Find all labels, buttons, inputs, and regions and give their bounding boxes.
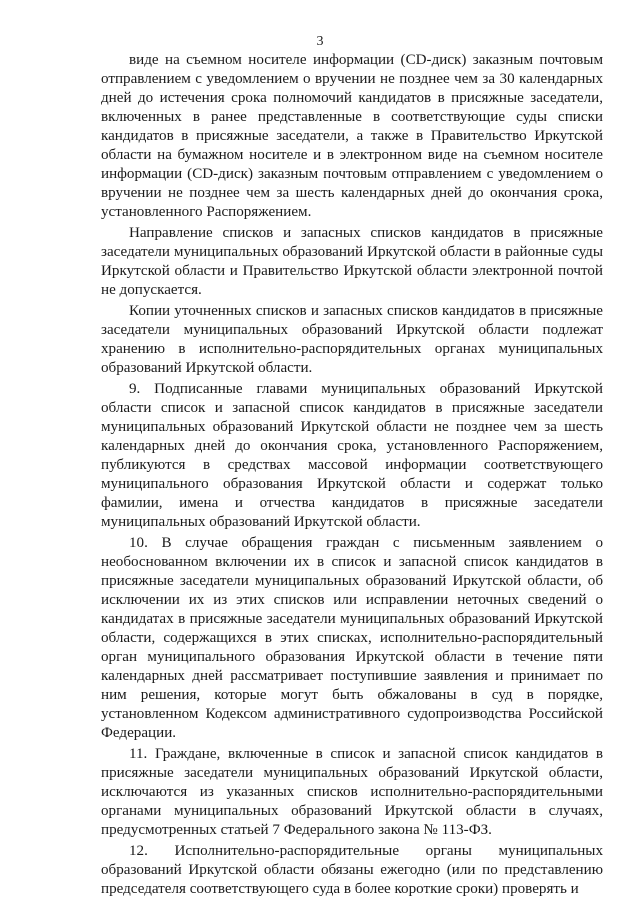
text-line: муниципального образования Иркутской области и содержат только [101, 476, 603, 492]
text-line: включенных в ранее представленные в соответствующие суды списки [101, 109, 603, 125]
text-line: календарных дней рассматривает поступившие заявления и принимает по [101, 668, 603, 684]
text-line: Копии уточненных списков и запасных списков кандидатов в присяжные [129, 303, 603, 319]
text-line: органами муниципальных образований Иркутской области в случаях, [101, 803, 603, 819]
page-number: 3 [316, 34, 324, 49]
text-line: председателя соответствующего суда в более короткие сроки) проверять и [101, 881, 579, 897]
text-line: фамилии, имена и отчества кандидатов в присяжные заседатели [101, 495, 603, 511]
text-line: отправлением с уведомлением о вручении не позднее чем за 30 календарных [101, 71, 603, 87]
text-line: необоснованном включении их в список и запасной список кандидатов в [101, 554, 603, 570]
text-line: образований Иркутской области обязаны ежегодно (или по представлению [101, 862, 603, 878]
text-line: муниципальных образований Иркутской области. [101, 514, 421, 530]
text-line: кандидатов в присяжные заседатели, а также в Правительство Иркутской [101, 128, 603, 144]
text-line: публикуются в средствах массовой информации соответствующего [101, 457, 603, 473]
text-line: кандидатах в присяжные заседатели муниципальных образований Иркутской [101, 611, 603, 627]
text-line: 11. Граждане, включенные в список и запасной список кандидатов в [129, 746, 603, 762]
text-line: календарных дней до окончания срока, установленного Распоряжением, [101, 438, 603, 454]
text-line: присяжные заседатели муниципальных образований Иркутской области, [101, 765, 603, 781]
text-line: области список и запасной список кандидатов в присяжные заседатели [101, 400, 603, 416]
text-line: орган муниципального образования Иркутской области в течение пяти [101, 649, 603, 665]
text-line: установленном Кодексом административного судопроизводства Российской [101, 706, 603, 722]
text-line: Федерации. [101, 725, 177, 741]
text-line: хранению в исполнительно-распорядительных органах муниципальных [101, 341, 603, 357]
text-line: области, содержащихся в этих списках, исполнительно-распорядительный [101, 630, 603, 646]
text-line: 12. Исполнительно-распорядительные органы муниципальных [129, 843, 603, 859]
text-line: исключаются из указанных списков исполнительно-распорядительными [101, 784, 603, 800]
text-line: 9. Подписанные главами муниципальных образований Иркутской [129, 381, 603, 397]
text-line: виде на съемном носителе информации (CD-диск) заказным почтовым [129, 52, 603, 68]
text-line: ним решения, которые могут быть обжалованы в суд в порядке, [101, 687, 603, 703]
text-line: образований Иркутской области. [101, 360, 313, 376]
text-line: исключении их из этих списков или исправлении неточных сведений о [101, 592, 603, 608]
text-line: муниципальных образований Иркутской области не позднее чем за шесть [101, 419, 603, 435]
text-line: не допускается. [101, 282, 202, 298]
text-line: предусмотренных статьей 7 Федерального закона № 113-ФЗ. [101, 822, 492, 838]
text-line: вручении не позднее чем за шесть календарных дней до окончания срока, [101, 185, 603, 201]
text-line: заседатели муниципальных образований Иркутской области в районные суды [101, 244, 603, 260]
text-line: области на бумажном носителе и в электронном виде на съемном носителе [101, 147, 603, 163]
text-line: Иркутской области и Правительство Иркутской области электронной почтой [101, 263, 603, 279]
text-line: Направление списков и запасных списков кандидатов в присяжные [129, 225, 603, 241]
text-line: заседатели муниципальных образований Иркутской области подлежат [101, 322, 603, 338]
text-line: информации (CD-диск) заказным почтовым отправлением с уведомлением о [101, 166, 603, 182]
text-line: присяжные заседатели муниципальных образований Иркутской области, об [101, 573, 603, 589]
text-line: установленного Распоряжением. [101, 204, 312, 220]
text-line: дней до истечения срока полномочий кандидатов в присяжные заседатели, [101, 90, 603, 106]
text-line: 10. В случае обращения граждан с письменным заявлением о [129, 535, 603, 551]
